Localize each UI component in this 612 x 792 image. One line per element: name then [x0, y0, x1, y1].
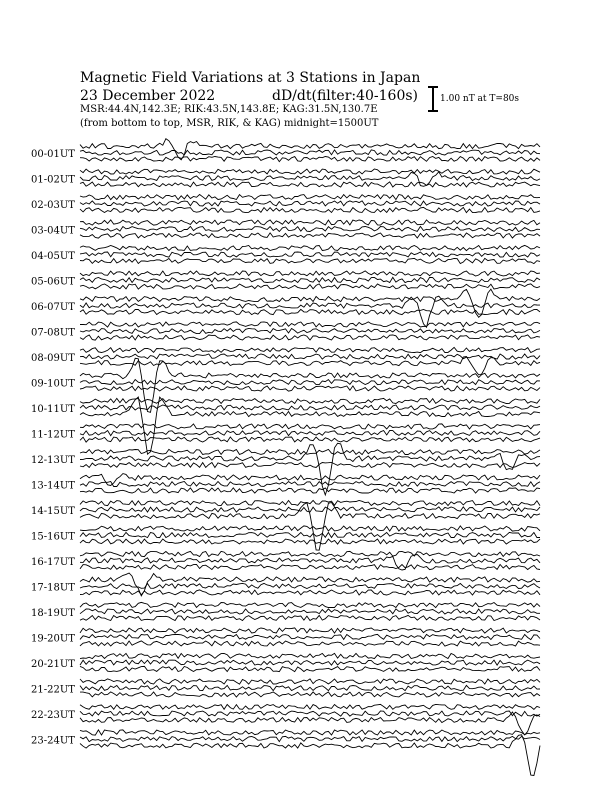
- trace-kag: [80, 271, 540, 276]
- trace-msr: [80, 309, 540, 314]
- trace-msr: [80, 615, 540, 620]
- filter-label: (filter:40-160s): [311, 88, 419, 104]
- trace-kag: [80, 628, 540, 633]
- row-label: 14-15UT: [31, 506, 75, 517]
- trace-kag: [80, 449, 540, 454]
- row-label: 03-04UT: [31, 225, 75, 237]
- trace-msr: [80, 284, 540, 289]
- trace-msr: [80, 692, 540, 697]
- row-label: 21-22UT: [31, 684, 75, 696]
- trace-kag: [80, 653, 540, 658]
- trace-rik: [80, 277, 540, 282]
- trace-msr: [80, 182, 540, 187]
- stations-line: MSR:44.4N,142.3E; RIK:43.5N,143.8E; KAG:31.5N,130.7E: [80, 104, 378, 115]
- row-label: 16-17UT: [31, 557, 75, 568]
- trace-msr: [80, 539, 540, 544]
- trace-kag: [80, 169, 540, 174]
- trace-kag: [80, 139, 540, 160]
- chart-title: Magnetic Field Variations at 3 Stations in Japan: [80, 70, 421, 86]
- row-label: 05-06UT: [31, 276, 75, 288]
- trace-rik: [80, 634, 540, 639]
- row-label: 02-03UT: [31, 200, 75, 211]
- trace-rik: [80, 252, 540, 257]
- trace-kag: [80, 500, 540, 505]
- trace-msr: [80, 437, 540, 442]
- trace-rik: [80, 507, 540, 512]
- row-label: 22-23UT: [31, 710, 75, 721]
- trace-rik: [80, 328, 540, 333]
- trace-kag: [80, 704, 540, 709]
- trace-rik: [80, 431, 540, 436]
- trace-rik: [80, 201, 540, 206]
- trace-msr: [80, 462, 540, 467]
- trace-rik: [80, 609, 540, 614]
- trace-msr: [80, 565, 540, 570]
- trace-rik: [80, 405, 540, 410]
- trace-rik: [80, 685, 540, 690]
- row-label: 07-08UT: [31, 327, 75, 339]
- row-label: 20-21UT: [31, 659, 75, 670]
- trace-msr: [80, 590, 540, 595]
- trace-rik: [80, 660, 540, 665]
- trace-rik: [80, 380, 540, 385]
- trace-msr: [80, 357, 540, 375]
- trace-msr: [80, 712, 540, 735]
- trace-msr: [80, 207, 540, 212]
- row-label: 01-02UT: [31, 174, 75, 186]
- row-label: 04-05UT: [31, 251, 75, 262]
- row-label: 08-09UT: [31, 353, 75, 364]
- trace-kag: [80, 602, 540, 607]
- trace-msr: [80, 233, 540, 238]
- trace-kag: [80, 398, 540, 403]
- trace-rik: [80, 532, 540, 537]
- trace-rik: [80, 172, 540, 187]
- row-label: 06-07UT: [31, 302, 75, 313]
- date-text: 23 December 2022: [80, 88, 216, 104]
- scale-label: 1.00 nT at T=80s: [440, 94, 520, 104]
- trace-kag: [80, 245, 540, 250]
- trace-rik: [80, 583, 540, 588]
- row-label: 11-12UT: [31, 429, 75, 441]
- row-label: 09-10UT: [31, 378, 75, 390]
- row-label: 17-18UT: [31, 582, 75, 594]
- row-label: 10-11UT: [31, 404, 75, 415]
- row-label: 13-14UT: [31, 480, 75, 492]
- row-label: 12-13UT: [31, 455, 75, 466]
- trace-msr: [80, 666, 540, 671]
- trace-msr: [80, 258, 540, 263]
- trace-kag: [80, 551, 540, 556]
- trace-msr: [80, 335, 540, 340]
- trace-kag: [80, 358, 540, 412]
- row-label: 15-16UT: [31, 531, 75, 543]
- quantity-label: dD/dt: [272, 88, 312, 104]
- trace-kag: [80, 730, 540, 735]
- trace-kag: [80, 424, 540, 429]
- trace-rik: [80, 354, 540, 359]
- trace-msr: [80, 386, 540, 391]
- trace-rik: [80, 226, 540, 231]
- trace-kag: [80, 220, 540, 225]
- row-label: 23-24UT: [31, 735, 75, 747]
- trace-rik: [80, 482, 540, 487]
- trace-msr: [80, 157, 540, 162]
- trace-msr: [80, 488, 540, 493]
- trace-rik: [80, 555, 540, 571]
- trace-kag: [80, 573, 540, 596]
- trace-kag: [80, 347, 540, 352]
- trace-kag: [80, 195, 540, 200]
- row-label: 19-20UT: [31, 633, 75, 645]
- trace-msr: [80, 735, 540, 776]
- trace-rik: [80, 711, 540, 716]
- trace-kag: [80, 526, 540, 531]
- trace-rik: [80, 150, 540, 155]
- row-label: 18-19UT: [31, 608, 75, 619]
- row-label: 00-01UT: [31, 149, 75, 160]
- trace-kag: [80, 322, 540, 327]
- order-line: (from bottom to top, MSR, RIK, & KAG) midnight=1500UT: [80, 118, 379, 129]
- trace-msr: [80, 641, 540, 646]
- trace-kag: [80, 679, 540, 684]
- trace-rik: [80, 736, 540, 741]
